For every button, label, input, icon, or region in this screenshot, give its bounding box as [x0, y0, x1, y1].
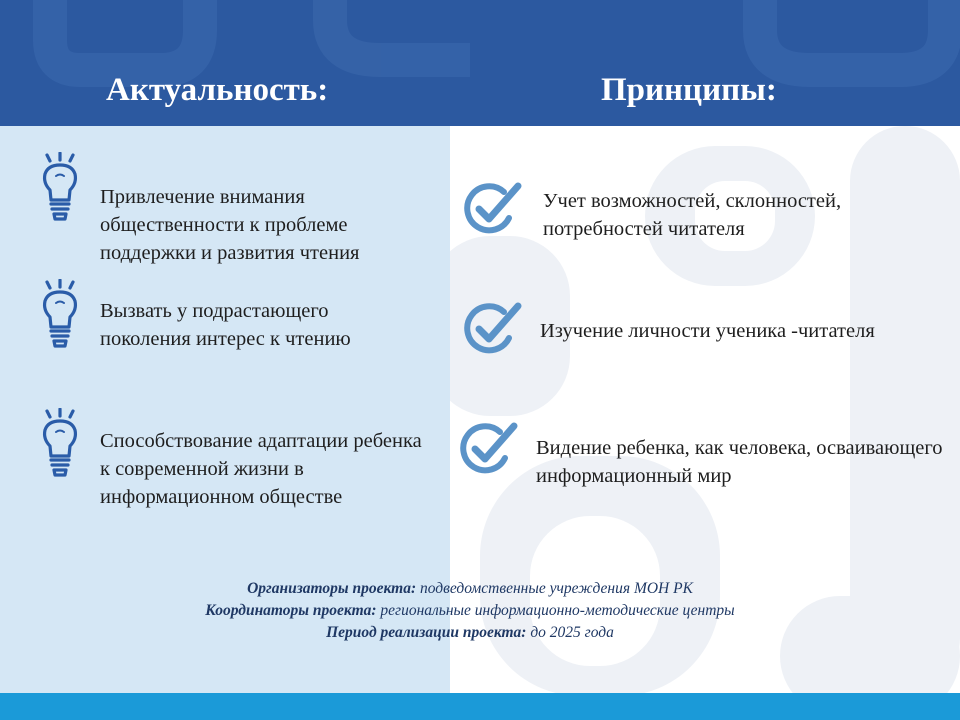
period-value: до 2025 года [526, 624, 614, 641]
coordinators-line [160, 600, 780, 622]
coordinators-label: Координаторы проекта: [205, 602, 377, 619]
principles-heading: Принципы: [601, 72, 777, 108]
period-line [160, 622, 780, 644]
organizers-label: Организаторы проекта: [247, 580, 417, 597]
lightbulb-icon [37, 408, 83, 480]
lightbulb-icon [37, 279, 83, 351]
footer-band [0, 693, 960, 720]
lightbulb-icon [37, 152, 83, 224]
principle-item-3: Видение ребенка, как человека, осваивающего информационный мир [536, 437, 943, 487]
organizers-line [160, 578, 780, 600]
checkmark-icon [462, 180, 524, 238]
relevance-heading: Актуальность: [106, 72, 329, 108]
coordinators-value: региональные информационно-методические центры [376, 602, 735, 619]
principle-item-2: Изучение личности ученика -читателя [540, 320, 875, 342]
relevance-item-2: Вызвать у подрастающего поколения интерес к чтению [100, 300, 351, 350]
checkmark-icon [458, 420, 520, 478]
principle-item-1: Учет возможностей, склонностей, потребностей читателя [543, 190, 842, 240]
relevance-item-3: Способствование адаптации ребенка к современной жизни в информационном обществе [100, 430, 422, 508]
period-label: Период реализации проекта: [326, 624, 527, 641]
checkmark-icon [462, 300, 524, 358]
project-info [160, 578, 780, 644]
relevance-item-1: Привлечение внимания общественности к проблеме поддержки и развития чтения [100, 186, 360, 264]
organizers-value: подведомственные учреждения МОН РК [416, 580, 693, 597]
